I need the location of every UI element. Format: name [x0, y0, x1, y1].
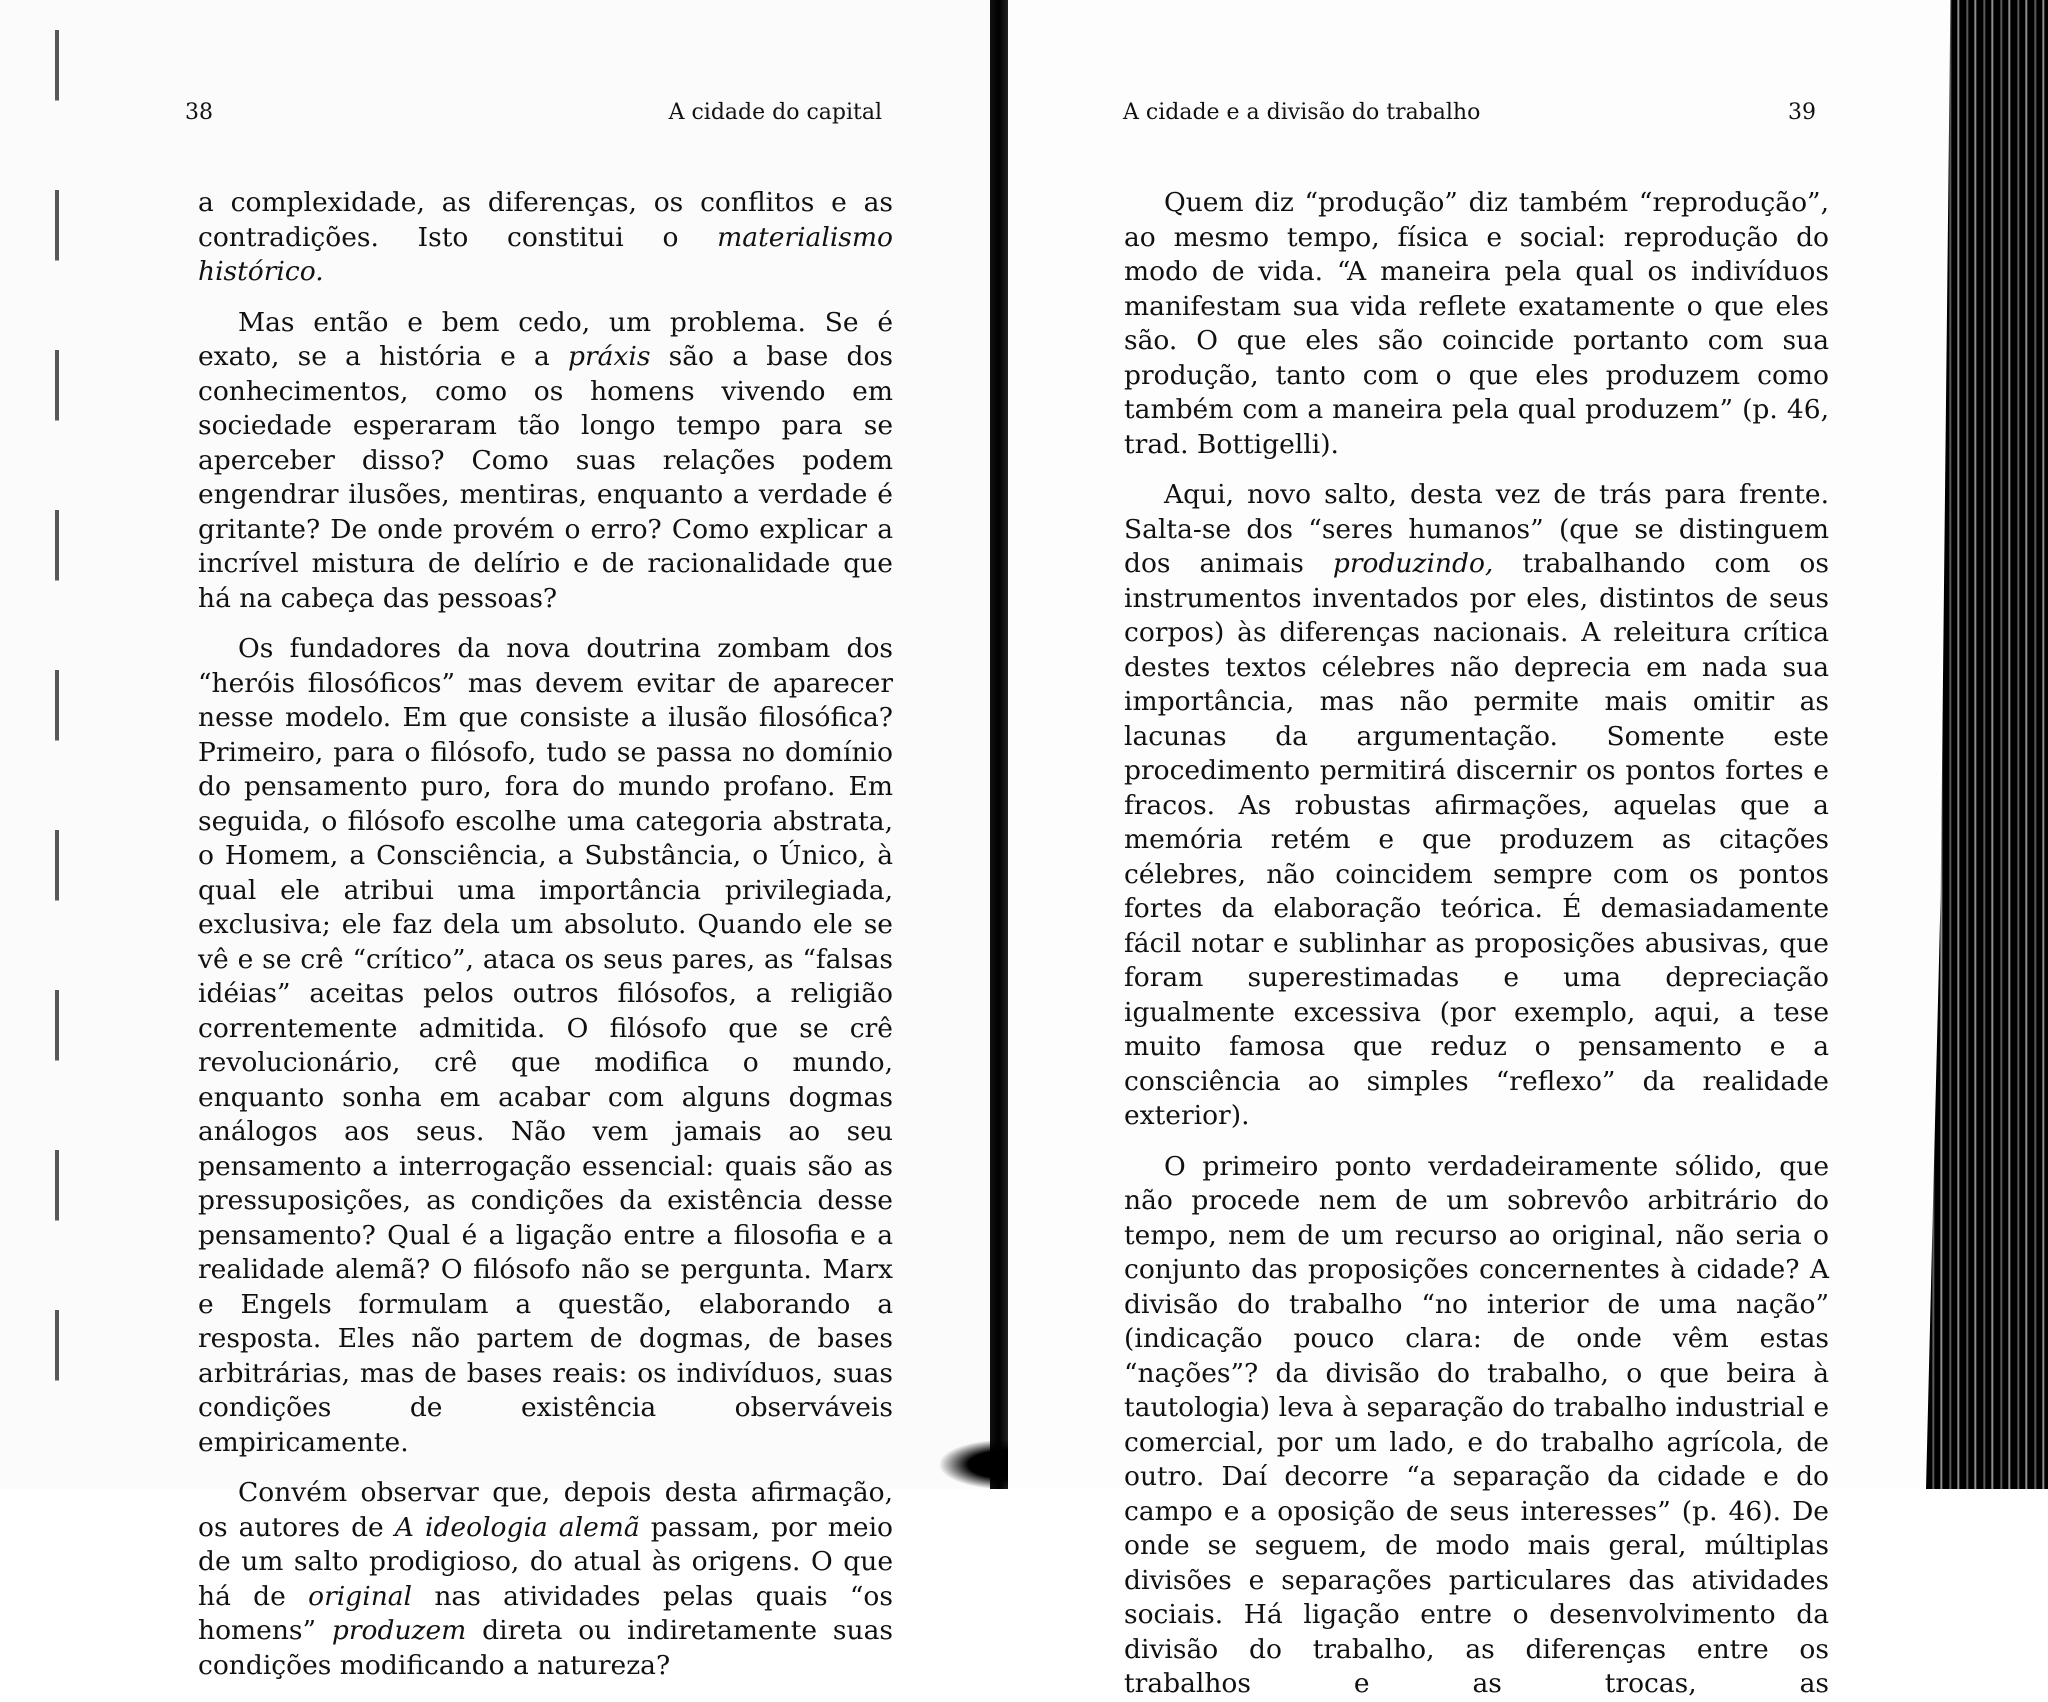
text-run: passam, por meio de um salto prodigioso, do atual às origens. O que há de — [198, 1511, 893, 1612]
italic-text: práxis — [567, 341, 651, 372]
right-page — [1008, 0, 2048, 1699]
left-body-text — [198, 186, 893, 1683]
scan-edge-mark — [55, 30, 59, 1450]
italic-text: produzindo, — [1332, 548, 1494, 579]
italic-text: A ideologia alemã — [394, 1511, 640, 1543]
left-page — [0, 0, 990, 1681]
paragraph — [198, 632, 893, 1460]
text-run: trabalhando com os instrumentos inventados por eles, distintos de seus corpos) às diferenças nacionais. A releitura crítica destes textos célebres não deprecia em nada sua importância, mas não permite mais omitir as lacunas da argumentação. Somente este procedimento permitirá discernir os pontos fortes e fracos. As robustas afirmações, aquelas que a memória retém e que produzem as citações célebres, não coincidem sempre com os pontos fortes da elaboração teórica. É demasiadamente fácil notar e sublinhar as proposições abusivas, que foram superestimadas e uma depreciação igualmente excessiva (por exemplo, aqui, a tese muito famosa que reduz o pensamento e a consciência ao simples “reflexo” da realidade exterior). — [1124, 548, 1829, 1131]
text-run: Convém observar que, depois desta afirmação, os autores de — [198, 1477, 893, 1543]
italic-text: materialismo histórico. — [198, 221, 893, 287]
text-run: O primeiro ponto verdadeiramente sólido, que não procede nem de um sobrevôo arbitrário do tempo, nem de um recurso ao original, não seria o conjunto das proposições concernentes à cidade? A divisão do trabalho “no interior de uma nação” (indicação pouco clara: de onde vêm estas “nações”? da divisão do trabalho, o que beira à tautologia) leva à separação do trabalho industrial e comercial, por um lado, e do trabalho agrícola, de outro. Daí decorre “a separação da cidade e do campo e a oposição de seus interesses” (p. 46). De onde se seguem, de modo mais geral, múltiplas divisões e separações particulares das atividades sociais. Há ligação entre o desenvolvimento da divisão do trabalho, as diferenças entre os trabalhos e as trocas, as — [1124, 1150, 1829, 1699]
text-run: são a base dos conhecimentos, como os homens vivendo em sociedade esperaram tão longo tempo para se aperceber disso? Como suas relações podem engendrar ilusões, mentiras, enquanto a verdade é gritante? De onde provém o erro? Como explicar a incrível mistura de delírio e de racionalidade que há na cabeça das pessoas? — [198, 341, 893, 614]
paragraph — [1124, 186, 1829, 462]
text-run: Mas então e bem cedo, um problema. Se é exato, se a história e a — [198, 306, 893, 372]
text-run: Quem diz “produção” diz também “reprodução”, ao mesmo tempo, física e social: reprodução do modo de vida. “A maneira pela qual os indivíduos manifestam sua vida reflete exatamente o que eles são. O que eles são coincide portanto com sua produção, tanto com o que eles produzem como também com a maneira pela qual produzem” (p. 46, trad. Bottigelli). — [1124, 187, 1829, 460]
text-run: a complexidade, as diferenças, os conflitos e as contradições. Isto constitui o — [198, 187, 893, 253]
book-gutter — [990, 0, 1008, 1489]
italic-text: produzem — [331, 1615, 467, 1646]
paragraph — [198, 306, 893, 617]
paragraph — [198, 186, 893, 290]
text-run: Aqui, novo salto, desta vez de trás para frente. Salta-se dos “seres humanos” (que se distinguem dos animais — [1124, 479, 1829, 579]
running-head-left: A cidade do capital — [668, 100, 882, 125]
paragraph — [198, 1476, 893, 1683]
paragraph — [1124, 478, 1829, 1134]
page-number-left: 38 — [185, 100, 213, 125]
text-run: direta ou indiretamente suas condições modificando a natureza? — [198, 1615, 893, 1681]
page-number-right: 39 — [1788, 100, 1816, 125]
paragraph — [1124, 1150, 1829, 1702]
text-run: nas atividades pelas quais “os homens” — [198, 1580, 893, 1646]
text-run: Os fundadores da nova doutrina zombam dos “heróis filosóficos” mas devem evitar de aparecer nesse modelo. Em que consiste a ilusão filosófica? Primeiro, para o filósofo, tudo se passa no domínio do pensamento puro, fora do mundo profano. Em seguida, o filósofo escolhe uma categoria abstrata, o Homem, a Consciência, a Substância, o Único, à qual ele atribui uma importância privilegiada, exclusiva; ele faz dela um absoluto. Quando ele se vê e se crê “crítico”, ataca os seus pares, as “falsas idéias” aceitas pelos outros filósofos, a religião correntemente admitida. O filósofo que se crê revolucionário, crê que modifica o mundo, enquanto sonha em acabar com alguns dogmas análogos aos seus. Não vem jamais ao seu pensamento a interrogação essencial: quais são as pressuposições, as condições da existência desse pensamento? Qual é a ligação entre a filosofia e a realidade alemã? O filósofo não se pergunta. Marx e Engels formulam a questão, elaborando a resposta. Eles não partem de dogmas, de bases arbitrárias, mas de bases reais: os indivíduos, suas condições de existência observáveis empiricamente. — [198, 633, 893, 1458]
right-body-text — [1124, 186, 1829, 1702]
running-head-right: A cidade e a divisão do trabalho — [1123, 100, 1481, 125]
italic-text: original — [308, 1580, 413, 1612]
